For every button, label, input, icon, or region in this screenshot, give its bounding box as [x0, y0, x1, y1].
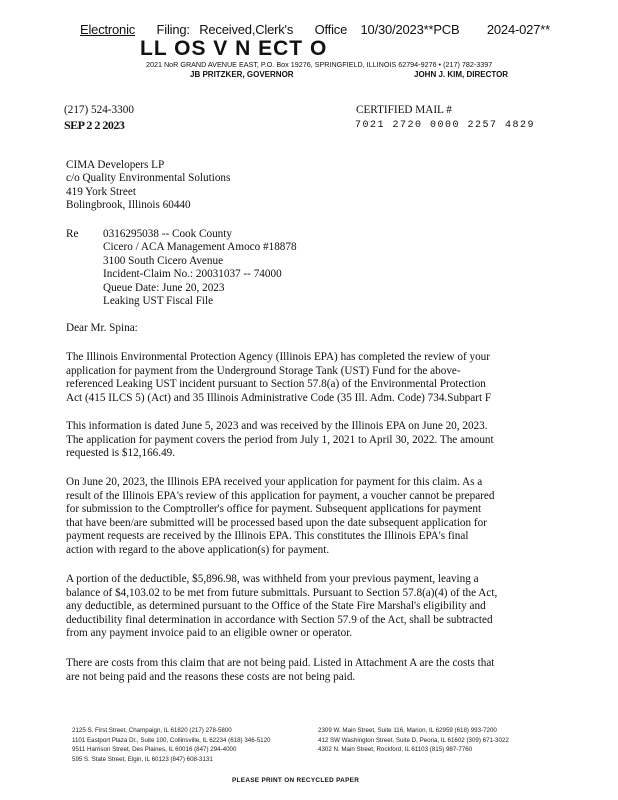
re-label: Re	[66, 228, 79, 240]
paragraph-line: balance of $4,103.02 to be met from future submittals. Pursuant to Section 57.8(a)(4) of the Act,	[66, 586, 498, 599]
re-line: Queue Date: June 20, 2023	[103, 281, 225, 294]
office-address: 9511 Harrison Street, Des Plaines, IL 60016 (847) 294-4000	[72, 746, 237, 754]
paragraph-line: referenced Leaking UST incident pursuant to Section 57.8(a) of the Environmental Protection	[66, 378, 486, 391]
office-address: 1101 Eastport Plaza Dr., Suite 100, Collinsville, IL 62234 (618) 346-5120	[72, 736, 271, 744]
paragraph-line: for submission to the Comptroller's office for payment. Subsequent applications for payment	[66, 503, 482, 516]
certified-mail-number: 7021 2720 0000 2257 4829	[355, 120, 536, 131]
office-address: 595 S. State Street, Elgin, IL 60123 (847) 608-3131	[72, 755, 213, 763]
paragraph-line: On June 20, 2023, the Illinois EPA received your application for payment for this claim. As a	[66, 476, 483, 488]
phone-number: (217) 524-3300	[64, 104, 134, 116]
recipient-line: Bolingbrook, Illinois 60440	[66, 199, 191, 212]
stamp-filing: Filing:	[156, 22, 190, 37]
footer-offices-left	[72, 726, 270, 764]
recipient-line: c/o Quality Environmental Solutions	[66, 172, 231, 185]
paragraph-line: from any payment invoice paid to an eligible owner or operator.	[66, 627, 353, 640]
agency-name: LL OS V N ECT O	[140, 37, 328, 60]
salutation: Dear Mr. Spina:	[66, 322, 138, 334]
paragraph-line: are not being paid and the reasons these costs are not being paid.	[66, 670, 356, 683]
paragraph-application-dates	[66, 420, 552, 461]
paragraph-line: Act (415 ILCS 5) (Act) and 35 Illinois Administrative Code (35 Ill. Adm. Code) 734.Subpart F	[66, 391, 492, 404]
director-name: JOHN J. KIM, DIRECTOR	[414, 70, 509, 79]
recycled-paper-note: PLEASE PRINT ON RECYCLED PAPER	[232, 777, 360, 784]
paragraph-costs-not-paid	[66, 657, 552, 684]
paragraph-line: action with regard to the above application(s) for payment.	[66, 543, 330, 556]
office-address: 4302 N. Main Street, Rockford, IL 61103 (815) 987-7760	[318, 746, 473, 754]
paragraph-line: application for payment from the Underground Storage Tank (UST) Fund for the above-	[66, 364, 461, 377]
paragraph-final-action	[66, 476, 552, 558]
stamp-received: Received,Clerk's	[199, 22, 294, 37]
office-address: 412 SW Washington Street, Suite D, Peoria, IL 61602 (309) 671-3022	[318, 736, 509, 744]
paragraph-line: payment requests are received by the Illinois EPA. This constitutes the Illinois EPA's final	[66, 530, 469, 543]
recipient-line: 419 York Street	[66, 185, 136, 198]
office-address: 2309 W. Main Street, Suite 116, Marion, IL 62959 (618) 993-7200	[318, 727, 497, 734]
stamp-office: Office	[314, 22, 348, 37]
re-line: 0316295038 -- Cook County	[103, 228, 232, 240]
certified-mail-label: CERTIFIED MAIL #	[356, 104, 452, 116]
paragraph-line: that have been/are submitted will be processed based upon the date subsequent application for	[66, 516, 487, 529]
stamp-case-number: 2024-027**	[486, 22, 550, 37]
recipient-line: CIMA Developers LP	[66, 159, 165, 171]
re-line: Incident-Claim No.: 20031037 -- 74000	[103, 268, 282, 281]
paragraph-deductible	[66, 573, 552, 641]
filing-stamp	[80, 22, 550, 37]
governor-name: JB PRITZKER, GOVERNOR	[190, 70, 294, 79]
paragraph-review-completed	[66, 351, 552, 405]
re-line: Leaking UST Fiscal File	[103, 295, 214, 308]
paragraph-line: requested is $12,166.49.	[66, 447, 176, 460]
paragraph-line: This information is dated June 5, 2023 and was received by the Illinois EPA on June 20, 2023.	[66, 420, 488, 432]
paragraph-line: The application for payment covers the period from July 1, 2021 to April 30, 2022. The amount	[66, 433, 494, 446]
paragraph-line: There are costs from this claim that are not being paid. Listed in Attachment A are the costs that	[66, 657, 495, 669]
footer-offices-right	[318, 726, 509, 755]
re-line: 3100 South Cicero Avenue	[103, 254, 224, 267]
office-address: 2125 S. First Street, Champaign, IL 61820 (217) 278-5800	[72, 727, 232, 734]
stamp-date-code: 10/30/2023**PCB	[360, 22, 460, 37]
paragraph-line: result of the Illinois EPA's review of this application for payment, a voucher cannot be prepared	[66, 489, 495, 502]
re-line: Cicero / ACA Management Amoco #18878	[103, 241, 297, 254]
re-details	[103, 228, 297, 308]
agency-address: 2021 NoR GRAND AVENUE EAST, P.O. Box 19276, SPRINGFIELD, ILLINOIS 62794-9276 • (217) 782-3397	[146, 60, 493, 69]
paragraph-line: deductibility final determination in accordance with Section 57.9 of the Act, shall be subtracted	[66, 613, 493, 626]
paragraph-line: A portion of the deductible, $5,896.98, was withheld from your previous payment, leaving a	[66, 573, 479, 585]
stamp-electronic: Electronic	[80, 22, 136, 37]
paragraph-line: The Illinois Environmental Protection Agency (Illinois EPA) has completed the review of your	[66, 351, 490, 363]
paragraph-line: any deductible, as determined pursuant to the Office of the State Fire Marshal's eligibility and	[66, 600, 486, 613]
letter-date: SEP 2 2 2023	[64, 118, 125, 132]
recipient-address	[66, 159, 230, 213]
